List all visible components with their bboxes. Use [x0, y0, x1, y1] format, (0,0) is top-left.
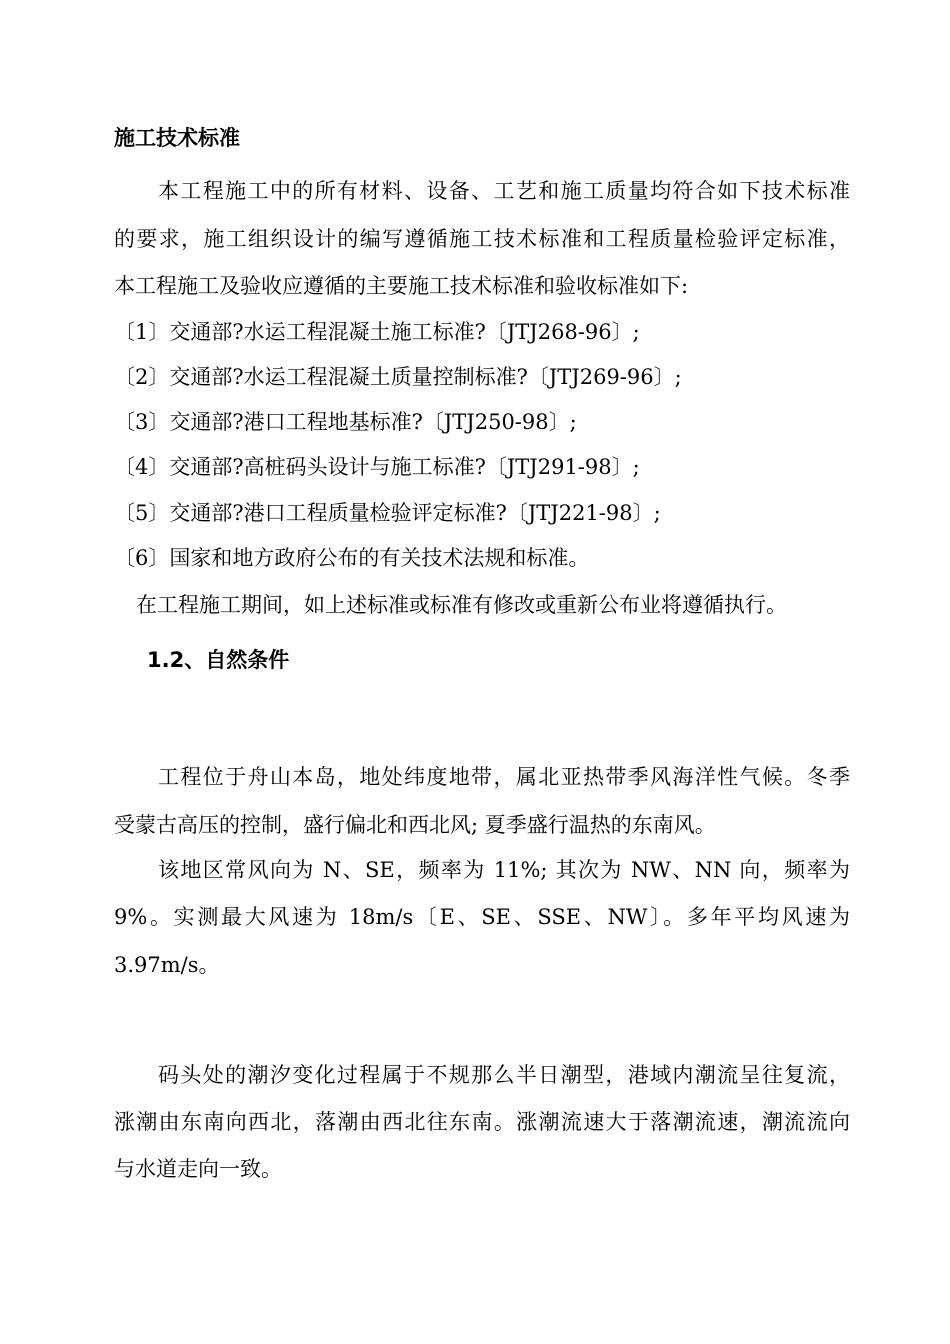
section-title: 施工技术标准 [114, 126, 240, 150]
intro-line-3: 本工程施工及验收应遵循的主要施工技术标准和验收标准如下: [114, 274, 689, 298]
tide-line-2: 涨潮由东南向西北，落潮由西北往东南。涨潮流速大于落潮流速，潮流流向 [114, 1110, 850, 1134]
standard-item-5: 〔5〕交通部?港口工程质量检验评定标准?〔JTJ221-98〕; [114, 501, 661, 525]
tide-line-3: 与水道走向一致。 [114, 1157, 282, 1181]
wind-line-2: 9%。实测最大风速为 18m/s〔E、SE、SSE、NW〕。多年平均风速为 [114, 905, 850, 929]
standard-item-2: 〔2〕交通部?水运工程混凝土质量控制标准?〔JTJ269-96〕; [114, 365, 682, 389]
climate-line-2: 受蒙古高压的控制，盛行偏北和西北风; 夏季盛行温热的东南风。 [114, 813, 716, 837]
note-line: 在工程施工期间，如上述标准或标准有修改或重新公布业将遵循执行。 [136, 593, 787, 617]
tide-line-1: 码头处的潮汐变化过程属于不规那么半日潮型，港域内潮流呈往复流， [158, 1063, 850, 1087]
wind-line-3: 3.97m/s。 [114, 953, 220, 977]
standard-item-6: 〔6〕国家和地方政府公布的有关技术法规和标准。 [114, 546, 590, 570]
climate-line-1: 工程位于舟山本岛，地处纬度地带，属北亚热带季风海洋性气候。冬季 [158, 765, 850, 789]
standard-item-4: 〔4〕交通部?高桩码头设计与施工标准?〔JTJ291-98〕; [114, 455, 640, 479]
intro-line-1: 本工程施工中的所有材料、设备、工艺和施工质量均符合如下技术标准 [158, 179, 850, 203]
subsection-title: 1.2、自然条件 [147, 648, 290, 672]
standard-item-1: 〔1〕交通部?水运工程混凝土施工标准?〔JTJ268-96〕; [114, 320, 640, 344]
intro-line-2: 的要求，施工组织设计的编写遵循施工技术标准和工程质量检验评定标准， [114, 227, 850, 251]
standard-item-3: 〔3〕交通部?港口工程地基标准?〔JTJ250-98〕; [114, 410, 577, 434]
wind-line-1: 该地区常风向为 N、SE，频率为 11%; 其次为 NW、NN 向，频率为 [158, 858, 850, 882]
